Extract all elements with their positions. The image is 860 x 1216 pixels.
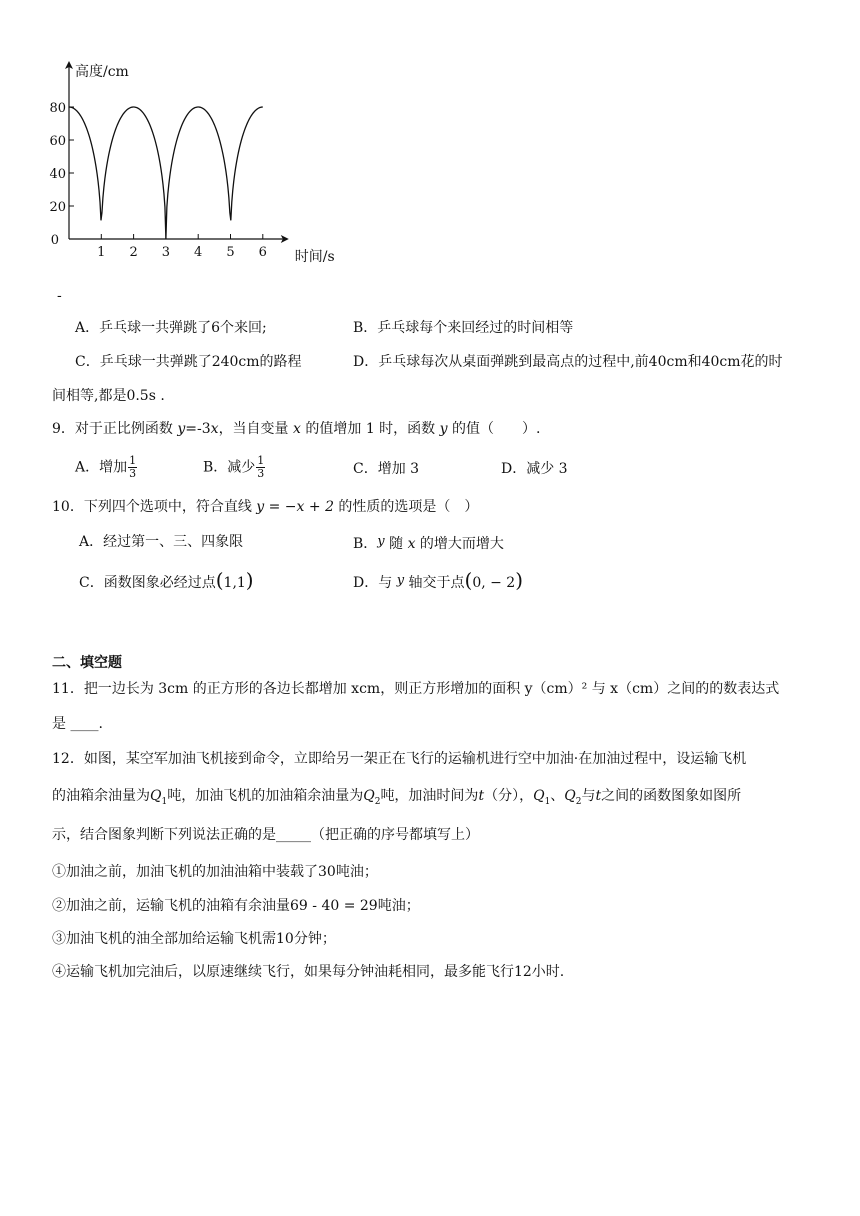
q12-t: t (478, 788, 485, 804)
q12-line2-a: 的油箱余油量为 (52, 788, 150, 804)
q10-option-d-point: 0, − 2 (472, 575, 516, 591)
fraction-numerator: 1 (129, 454, 137, 467)
q9-stem-c: ，当自变量 (218, 421, 294, 437)
x-tick-label: 2 (129, 245, 138, 260)
open-paren: ( (464, 568, 473, 592)
q11-line2: 是 ____. (52, 716, 103, 732)
q8-option-d-cont: 间相等,都是0.5s . (52, 388, 165, 404)
q8-option-a: A．乒乓球一共弹跳了6个来回; (75, 320, 267, 336)
q12-line3: 示，结合图象判断下列说法正确的是_____（把正确的序号都填写上） (52, 827, 479, 843)
q10-equation: y = −x + 2 (256, 499, 334, 515)
q12-t2: t (595, 788, 602, 804)
q12-q2-sub: 2 (374, 796, 381, 807)
q12-q1b: Q (533, 788, 545, 804)
y-tick-label: 80 (49, 101, 66, 116)
q9-stem-d: 的值增加 1 时，函数 (300, 421, 440, 437)
q12-line2-f: 与 (581, 788, 596, 804)
q10-option-d-y: y (396, 573, 405, 588)
bounce-height-line (69, 107, 263, 239)
q9-var-y: y (177, 421, 186, 437)
stray-mark: - (57, 288, 62, 304)
q8-option-c: C．乒乓球一共弹跳了240cm的路程 (75, 354, 302, 370)
q12-q1b-sub: 1 (544, 796, 551, 807)
q8-option-d: D．乒乓球每次从桌面弹跳到最高点的过程中,前40cm和40cm花的时 (353, 354, 783, 370)
q9-stem-e: 的值（ ）. (447, 421, 541, 437)
q9-var-x2: x (293, 421, 301, 437)
q10-option-b-a: B． (353, 536, 378, 552)
q12-q2b: Q (564, 788, 576, 804)
bounce-height-chart (40, 55, 340, 270)
q10-option-a: A．经过第一、三、四象限 (79, 534, 244, 550)
q12-line2 (52, 786, 741, 812)
origin-label: 0 (50, 233, 59, 248)
x-tick-label: 3 (161, 245, 171, 260)
q12-q2: Q (363, 788, 375, 804)
q12-line2-e: 、 (550, 788, 565, 804)
q10-option-d-b: 轴交于点 (404, 575, 465, 591)
q12-line2-b: 吨，加油飞机的加油箱余油量为 (167, 788, 364, 804)
y-tick-label: 40 (49, 167, 66, 182)
q8-option-b: B．乒乓球每个来回经过的时间相等 (353, 320, 574, 336)
q11-line1: 11．把一边长为 3cm 的正方形的各边长都增加 xcm，则正方形增加的面积 y（cm）² 与 x（cm）之间的的数表达式 (52, 681, 780, 697)
fraction-denominator: 3 (129, 467, 137, 480)
q9-stem-a: 9．对于正比例函数 (52, 421, 178, 437)
q12-line2-g: 之间的函数图象如图所 (601, 788, 742, 804)
q10-stem-a: 10．下列四个选项中，符合直线 (52, 499, 257, 515)
q9-option-a (75, 455, 138, 480)
one-third-fraction (128, 455, 137, 480)
q9-option-a-label: A．增加 (75, 459, 128, 476)
y-tick-label: 60 (49, 134, 66, 149)
q12-line2-d: （分）， (484, 788, 534, 804)
fraction-denominator: 3 (257, 467, 265, 480)
q10-option-c (79, 570, 254, 593)
q10-option-c-a: C．函数图象必经过点 (79, 575, 216, 591)
q12-statement-3: ③加油飞机的油全部加给运输飞机需10分钟； (52, 931, 336, 947)
q12-statement-2: ②加油之前，运输飞机的油箱有余油量69 - 40 = 29吨油； (52, 898, 420, 914)
q10-option-d (353, 570, 523, 593)
q10-stem-b: 的性质的选项是（ ） (333, 499, 479, 515)
q9-var-y2: y (439, 421, 448, 437)
q12-q2b-sub: 2 (575, 796, 582, 807)
x-tick-label: 4 (194, 245, 203, 260)
q12-statement-4: ④运输飞机加完油后，以原速继续飞行，如果每分钟油耗相同，最多能飞行12小时. (52, 964, 565, 980)
close-paren: ) (515, 568, 524, 592)
q10-option-c-point: 1,1 (223, 575, 246, 591)
q12-line2-c: 吨，加油时间为 (380, 788, 479, 804)
q12-statement-1: ①加油之前，加油飞机的加油油箱中装载了30吨油； (52, 864, 378, 880)
q9-option-c: C．增加 3 (353, 461, 420, 477)
q9-option-d: D．减少 3 (501, 461, 568, 477)
chart-plot-area (49, 61, 334, 265)
open-paren: ( (215, 568, 224, 592)
x-tick-label: 1 (97, 245, 106, 260)
section-heading-fill-in: 二、填空题 (52, 655, 122, 671)
q10-option-b-c: 的增大而增大 (415, 536, 504, 552)
q9-var-x: x (210, 421, 219, 437)
x-axis-label: 时间/s (294, 249, 335, 265)
x-tick-label: 5 (226, 245, 235, 260)
fraction-numerator: 1 (257, 454, 265, 467)
q10-option-b-y: y (377, 534, 385, 549)
q10-option-b-x: x (407, 536, 416, 552)
q9-stem (52, 419, 540, 439)
q10-option-d-a: D．与 (353, 575, 397, 591)
q9-option-b (203, 455, 266, 480)
y-tick-label: 20 (49, 200, 66, 215)
q12-q1-sub: 1 (161, 796, 168, 807)
q10-option-b-b: 随 (384, 536, 408, 552)
q9-stem-b: =-3 (185, 421, 211, 437)
x-tick-label: 6 (258, 245, 267, 260)
q12-q1: Q (150, 788, 162, 804)
q12-line1: 12．如图，某空军加油飞机接到命令，立即给另一架正在飞行的运输机进行空中加油·在加油过程中，设运输飞机 (52, 751, 747, 767)
close-paren: ) (245, 568, 254, 592)
one-third-fraction (256, 455, 265, 480)
y-axis-label: 高度/cm (75, 64, 129, 80)
q10-stem (52, 497, 478, 517)
q10-option-b (353, 532, 504, 554)
q9-option-b-label: B．减少 (203, 459, 256, 476)
